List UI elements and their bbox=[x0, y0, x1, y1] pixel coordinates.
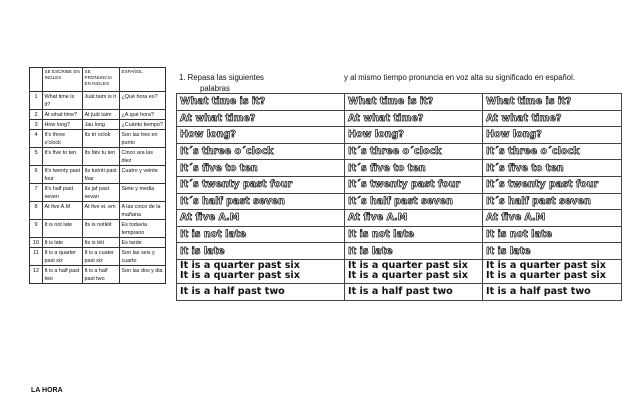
practice-text: It´s twenty past four bbox=[348, 179, 461, 191]
practice-guide-text: It is not late bbox=[180, 229, 247, 241]
written-english: It is a half past two bbox=[43, 266, 83, 284]
pronunciation: Its tuénti past fóar bbox=[83, 166, 120, 184]
row-number: 5 bbox=[30, 148, 43, 166]
practice-text: At five A.M bbox=[348, 212, 408, 224]
vocabulary-row bbox=[30, 166, 166, 184]
practice-cell bbox=[345, 259, 483, 283]
practice-guide-text: It is a half past two bbox=[180, 286, 285, 298]
pronunciation: It is a half past two bbox=[83, 266, 120, 284]
practice-text: It is late bbox=[348, 245, 393, 257]
written-english: It's half past seven bbox=[43, 184, 83, 202]
practice-cell bbox=[345, 110, 483, 127]
practice-row bbox=[177, 160, 622, 177]
practice-row bbox=[177, 226, 622, 243]
practice-guide-text: It´s five to ten bbox=[180, 162, 258, 174]
practice-cell bbox=[483, 94, 622, 111]
practice-guide-cell bbox=[177, 143, 345, 160]
written-english: It's five to ten bbox=[43, 148, 83, 166]
table-caption: LA HORA bbox=[31, 387, 63, 394]
spanish-meaning: ¿Qué hora es? bbox=[120, 92, 166, 110]
practice-text: What time is it? bbox=[348, 96, 434, 108]
written-english: At five A.M bbox=[43, 202, 83, 220]
practice-guide-text: It is a quarter past six bbox=[180, 259, 300, 271]
pronunciation: At five ei. em bbox=[83, 202, 120, 220]
practice-cell bbox=[483, 226, 622, 243]
practice-text: It is a quarter past six bbox=[348, 259, 468, 271]
vocabulary-row bbox=[30, 238, 166, 248]
instruction-left bbox=[179, 72, 319, 94]
practice-text: It´s five to ten bbox=[348, 162, 426, 174]
pronunciation: Juát taim is it bbox=[83, 92, 120, 110]
practice-text: How long? bbox=[486, 129, 542, 141]
practice-text: It is a half past two bbox=[348, 286, 453, 298]
vocabulary-row bbox=[30, 184, 166, 202]
practice-text: What time is it? bbox=[486, 96, 572, 108]
practice-cell bbox=[345, 243, 483, 260]
practice-row bbox=[177, 210, 622, 227]
vocabulary-row bbox=[30, 120, 166, 130]
practice-row bbox=[177, 176, 622, 193]
practice-text: It´s five to ten bbox=[486, 162, 564, 174]
practice-text: It is a half past two bbox=[486, 286, 591, 298]
practice-cell bbox=[345, 193, 483, 210]
practice-text: It is not late bbox=[486, 229, 553, 241]
practice-guide-cell bbox=[177, 283, 345, 300]
practice-row bbox=[177, 243, 622, 260]
row-number: 3 bbox=[30, 120, 43, 130]
practice-guide-cell bbox=[177, 210, 345, 227]
practice-guide-cell bbox=[177, 110, 345, 127]
practice-row bbox=[177, 94, 622, 111]
vocabulary-row bbox=[30, 266, 166, 284]
vocabulary-row bbox=[30, 148, 166, 166]
practice-guide-cell bbox=[177, 160, 345, 177]
row-number: 10 bbox=[30, 238, 43, 248]
practice-guide-text: It´s twenty past four bbox=[180, 179, 293, 191]
practice-guide-cell bbox=[177, 94, 345, 111]
practice-cell bbox=[345, 283, 483, 300]
practice-guide-text: It´s three o´clock bbox=[180, 146, 274, 158]
written-english: At what time? bbox=[43, 110, 83, 120]
row-number: 11 bbox=[30, 248, 43, 266]
practice-text: It is late bbox=[486, 245, 531, 257]
practice-guide-text: What time is it? bbox=[180, 96, 266, 108]
vocabulary-row bbox=[30, 110, 166, 120]
practice-cell bbox=[345, 176, 483, 193]
practice-cell bbox=[345, 127, 483, 144]
practice-guide-cell bbox=[177, 259, 345, 283]
pronunciation: Jau long bbox=[83, 120, 120, 130]
written-english: It is late bbox=[43, 238, 83, 248]
practice-guide-text: At five A.M bbox=[180, 212, 240, 224]
practice-text: It´s three o´clock bbox=[486, 146, 580, 158]
row-number: 6 bbox=[30, 166, 43, 184]
practice-text: It is a quarter past six bbox=[348, 270, 468, 282]
practice-text: It is a quarter past six bbox=[486, 270, 606, 282]
written-english: It's twenty past four bbox=[43, 166, 83, 184]
vocabulary-table bbox=[29, 67, 166, 284]
vocabulary-row bbox=[30, 248, 166, 266]
row-number: 4 bbox=[30, 130, 43, 148]
spanish-meaning: Es tarde bbox=[120, 238, 166, 248]
row-number: 1 bbox=[30, 92, 43, 110]
practice-guide-text: It is a quarter past six bbox=[180, 270, 300, 282]
pronunciation: Its is notléit bbox=[83, 220, 120, 238]
practice-guide-text: It´s half past seven bbox=[180, 195, 285, 207]
written-english: How long? bbox=[43, 120, 83, 130]
pronunciation: At juát taim bbox=[83, 110, 120, 120]
vocabulary-row bbox=[30, 92, 166, 110]
header-pronounced: SE PRONUNCIA EN INGLES bbox=[83, 68, 120, 92]
pronunciation: Its fáiv tu ten bbox=[83, 148, 120, 166]
row-number: 9 bbox=[30, 220, 43, 238]
spanish-meaning: ¿A qué hora? bbox=[120, 110, 166, 120]
written-english: What time is it? bbox=[43, 92, 83, 110]
practice-guide-text: How long? bbox=[180, 129, 236, 141]
pronunciation: Its tri oclok bbox=[83, 130, 120, 148]
spanish-meaning: Son las tres en punto bbox=[120, 130, 166, 148]
practice-cell bbox=[483, 110, 622, 127]
spanish-meaning: Son las dos y dia bbox=[120, 266, 166, 284]
practice-row bbox=[177, 143, 622, 160]
practice-cell bbox=[483, 283, 622, 300]
practice-text: It´s twenty past four bbox=[486, 179, 599, 191]
practice-cell bbox=[483, 143, 622, 160]
practice-cell bbox=[483, 259, 622, 283]
practice-text: It´s half past seven bbox=[486, 195, 591, 207]
practice-cell bbox=[345, 143, 483, 160]
row-number: 8 bbox=[30, 202, 43, 220]
row-number: 2 bbox=[30, 110, 43, 120]
practice-guide-cell bbox=[177, 176, 345, 193]
written-english: It is a quarter past six bbox=[43, 248, 83, 266]
practice-guide-cell bbox=[177, 226, 345, 243]
spanish-meaning: Siete y media bbox=[120, 184, 166, 202]
spanish-meaning: ¿Cuánto tiempo? bbox=[120, 120, 166, 130]
vocabulary-row bbox=[30, 202, 166, 220]
practice-cell bbox=[483, 210, 622, 227]
practice-text: At five A.M bbox=[486, 212, 546, 224]
spanish-meaning: Cuatro y veinte bbox=[120, 166, 166, 184]
written-english: It is not late bbox=[43, 220, 83, 238]
written-english: It's three o'clock bbox=[43, 130, 83, 148]
header-number bbox=[30, 68, 43, 92]
practice-cell bbox=[345, 226, 483, 243]
practice-row bbox=[177, 110, 622, 127]
practice-row bbox=[177, 193, 622, 210]
practice-cell bbox=[345, 160, 483, 177]
practice-guide-text: At what time? bbox=[180, 112, 256, 124]
practice-row bbox=[177, 259, 622, 283]
spanish-meaning: Cinco ara las diez bbox=[120, 148, 166, 166]
vocabulary-header-row bbox=[30, 68, 166, 92]
practice-cell bbox=[483, 193, 622, 210]
row-number: 12 bbox=[30, 266, 43, 284]
practice-guide-text: It is late bbox=[180, 245, 225, 257]
header-spanish: ESPAÑOL bbox=[120, 68, 166, 92]
instruction-line-2: palabras bbox=[200, 84, 230, 93]
row-number: 7 bbox=[30, 184, 43, 202]
vocabulary-row bbox=[30, 130, 166, 148]
instruction-right: y al mismo tiempo pronuncia en voz alta su significado en español. bbox=[344, 73, 576, 82]
pronunciation: It is a cuater past six bbox=[83, 248, 120, 266]
practice-text: At what time? bbox=[348, 112, 424, 124]
practice-row bbox=[177, 127, 622, 144]
practice-text: At what time? bbox=[486, 112, 562, 124]
practice-cell bbox=[345, 94, 483, 111]
practice-guide-cell bbox=[177, 243, 345, 260]
spanish-meaning: A las cinco de la mañana bbox=[120, 202, 166, 220]
instruction-line-1: 1. Repasa las siguientes bbox=[179, 73, 264, 82]
practice-text: It´s half past seven bbox=[348, 195, 453, 207]
practice-guide-cell bbox=[177, 193, 345, 210]
pronunciation: Its is léit bbox=[83, 238, 120, 248]
practice-cell bbox=[483, 127, 622, 144]
practice-cell bbox=[345, 210, 483, 227]
spanish-meaning: Es todavía temprano bbox=[120, 220, 166, 238]
practice-text: It´s three o´clock bbox=[348, 146, 442, 158]
vocabulary-row bbox=[30, 220, 166, 238]
header-written: SE ESCRIBE EN INGLES bbox=[43, 68, 83, 92]
practice-text: How long? bbox=[348, 129, 404, 141]
practice-guide-cell bbox=[177, 127, 345, 144]
pronunciation: Its jaf past sevan bbox=[83, 184, 120, 202]
practice-grid bbox=[176, 93, 622, 301]
practice-row bbox=[177, 283, 622, 300]
practice-cell bbox=[483, 176, 622, 193]
practice-text: It is not late bbox=[348, 229, 415, 241]
spanish-meaning: Son las seis y cuarto bbox=[120, 248, 166, 266]
practice-cell bbox=[483, 243, 622, 260]
practice-cell bbox=[483, 160, 622, 177]
practice-text: It is a quarter past six bbox=[486, 259, 606, 271]
